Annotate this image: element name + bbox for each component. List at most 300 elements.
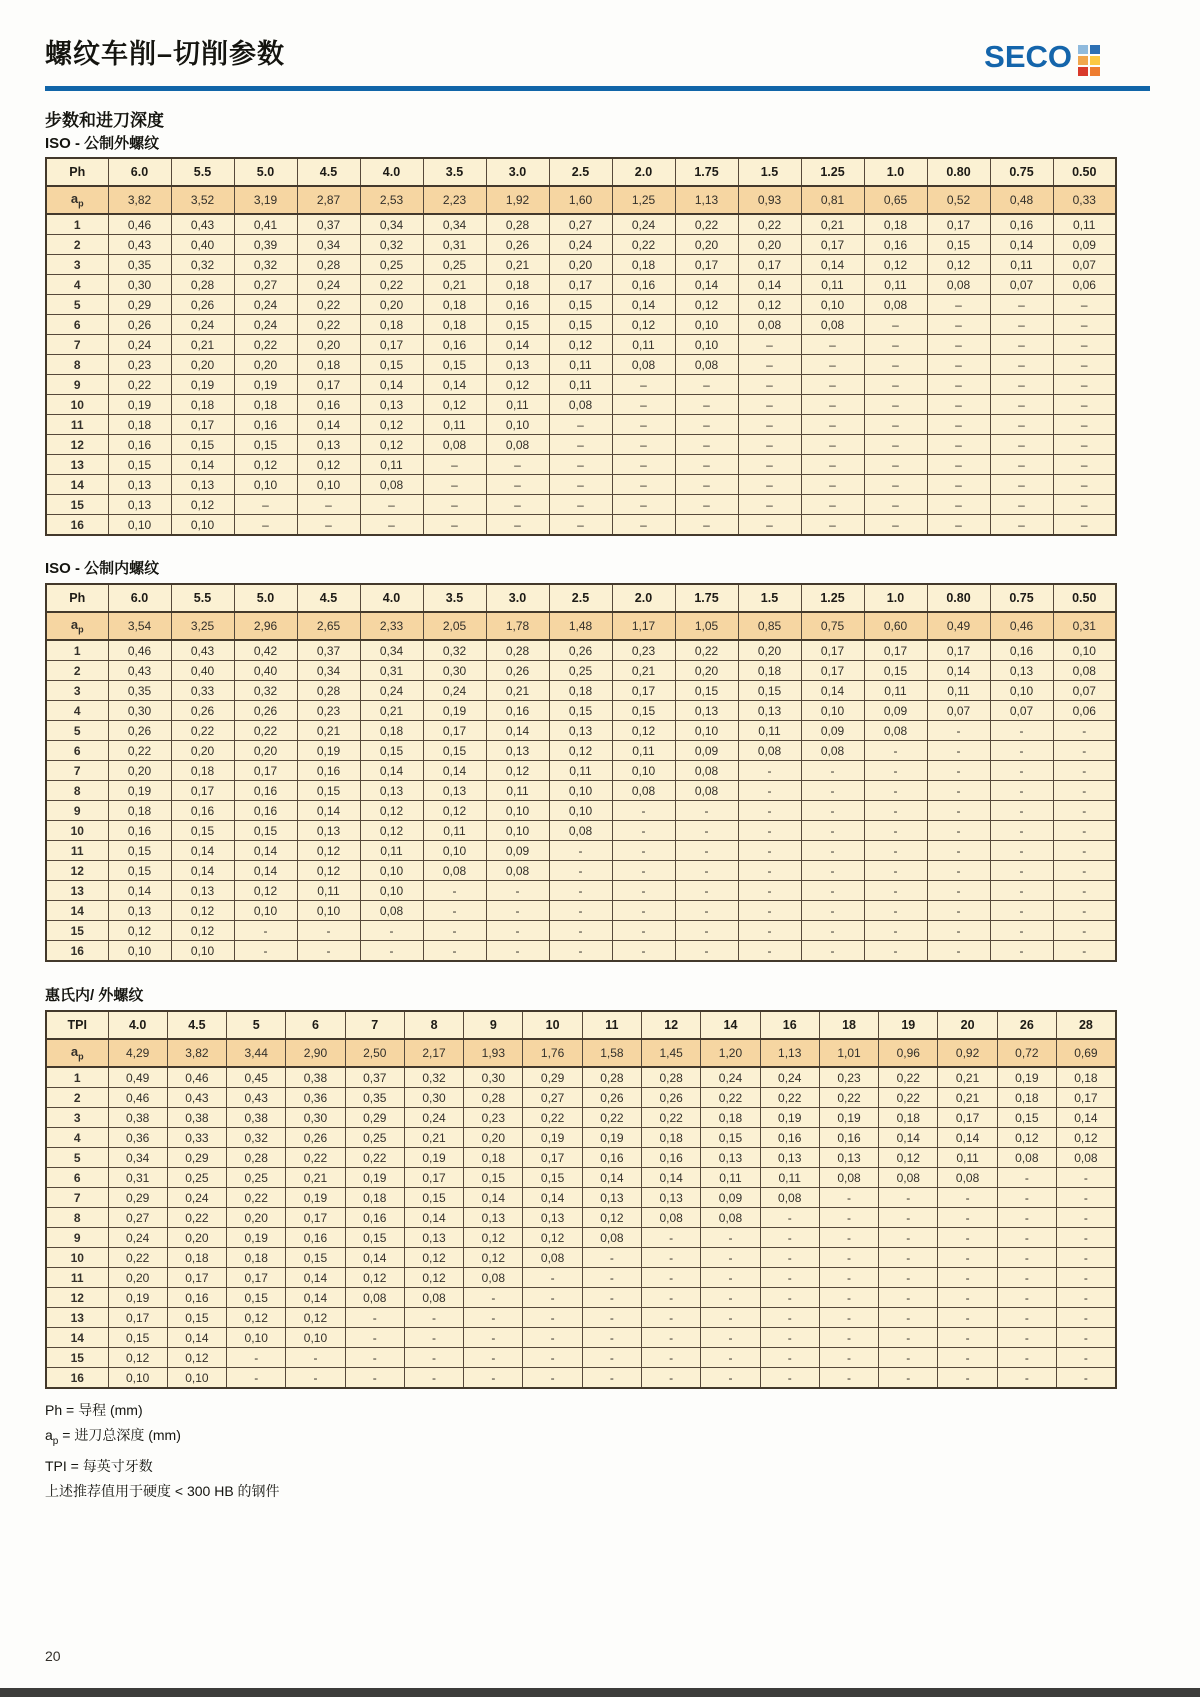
depth-value-cell: 0,11: [990, 255, 1053, 275]
depth-value-cell: -: [927, 921, 990, 941]
depth-value-cell: 0,16: [234, 415, 297, 435]
depth-value-cell: 0,12: [297, 861, 360, 881]
ap-row-label: $a_p$: [46, 186, 108, 214]
depth-value-cell: 0,18: [360, 721, 423, 741]
depth-value-cell: –: [1053, 355, 1116, 375]
step-number-cell: 15: [46, 495, 108, 515]
pitch-column-header: 0.75: [990, 584, 1053, 612]
depth-value-cell: 0,31: [108, 1168, 167, 1188]
depth-value-cell: 0,12: [464, 1248, 523, 1268]
depth-value-cell: 0,13: [423, 781, 486, 801]
depth-value-cell: 0,18: [227, 1248, 286, 1268]
depth-value-cell: 0,08: [549, 821, 612, 841]
depth-value-cell: 0,29: [108, 1188, 167, 1208]
depth-value-cell: 0,14: [486, 335, 549, 355]
depth-value-cell: –: [990, 475, 1053, 495]
depth-value-cell: 0,18: [360, 315, 423, 335]
depth-value-cell: 0,34: [360, 640, 423, 661]
pitch-column-header: 4.0: [360, 158, 423, 186]
depth-value-cell: –: [738, 515, 801, 536]
step-number-cell: 10: [46, 1248, 108, 1268]
depth-value-cell: 0,14: [523, 1188, 582, 1208]
logo-square-icon: [1090, 67, 1100, 76]
depth-value-cell: 0,08: [1053, 661, 1116, 681]
pitch-column-header: 0.75: [990, 158, 1053, 186]
depth-value-cell: -: [549, 841, 612, 861]
depth-value-cell: 0,16: [612, 275, 675, 295]
depth-value-cell: 0,19: [760, 1108, 819, 1128]
depth-value-cell: 0,12: [360, 801, 423, 821]
depth-value-cell: 0,24: [108, 1228, 167, 1248]
depth-value-cell: -: [1057, 1248, 1116, 1268]
depth-value-cell: 0,09: [1053, 235, 1116, 255]
depth-value-cell: 0,15: [108, 455, 171, 475]
depth-value-cell: 0,17: [927, 214, 990, 235]
table-row: [46, 295, 1116, 315]
header-divider: [45, 86, 1150, 91]
depth-value-cell: 0,36: [108, 1128, 167, 1148]
depth-value-cell: 0,17: [171, 781, 234, 801]
ap-value-cell: 1,92: [486, 186, 549, 214]
ap-value-cell: 0,46: [990, 612, 1053, 640]
depth-value-cell: 0,45: [227, 1067, 286, 1088]
depth-value-cell: 0,17: [675, 255, 738, 275]
table-row: [46, 1108, 1116, 1128]
depth-value-cell: –: [738, 435, 801, 455]
ap-value-cell: 0,96: [879, 1039, 938, 1067]
footnote-line: 上述推荐值用于硬度 < 300 HB 的钢件: [45, 1482, 280, 1499]
depth-value-cell: 0,22: [297, 295, 360, 315]
depth-value-cell: –: [234, 515, 297, 536]
depth-value-cell: 0,10: [297, 475, 360, 495]
depth-value-cell: 0,42: [234, 640, 297, 661]
depth-value-cell: -: [701, 1268, 760, 1288]
depth-value-cell: 0,13: [171, 881, 234, 901]
depth-value-cell: 0,13: [108, 475, 171, 495]
table-corner-label: Ph: [46, 158, 108, 186]
pitch-column-header: 19: [879, 1011, 938, 1039]
table-row: [46, 395, 1116, 415]
depth-value-cell: 0,11: [486, 781, 549, 801]
depth-value-cell: 0,21: [171, 335, 234, 355]
depth-value-cell: 0,08: [486, 435, 549, 455]
depth-value-cell: 0,20: [675, 661, 738, 681]
depth-value-cell: 0,10: [801, 701, 864, 721]
depth-value-cell: –: [612, 435, 675, 455]
depth-value-cell: –: [1053, 475, 1116, 495]
depth-value-cell: -: [701, 1308, 760, 1328]
depth-value-cell: -: [345, 1328, 404, 1348]
depth-value-cell: -: [819, 1188, 878, 1208]
table-corner-label: Ph: [46, 584, 108, 612]
table-row: [46, 801, 1116, 821]
bottom-bar: [0, 1688, 1200, 1697]
depth-value-cell: 0,14: [286, 1268, 345, 1288]
pitch-column-header: 2.0: [612, 584, 675, 612]
ap-value-cell: 1,01: [819, 1039, 878, 1067]
depth-value-cell: -: [864, 781, 927, 801]
depth-value-cell: –: [864, 355, 927, 375]
depth-value-cell: -: [997, 1328, 1056, 1348]
depth-value-cell: 0,13: [360, 781, 423, 801]
depth-value-cell: 0,21: [404, 1128, 463, 1148]
depth-value-cell: 0,16: [990, 640, 1053, 661]
step-number-cell: 11: [46, 841, 108, 861]
depth-value-cell: -: [612, 821, 675, 841]
depth-value-cell: 0,30: [404, 1088, 463, 1108]
depth-value-cell: 0,08: [612, 355, 675, 375]
depth-value-cell: 0,08: [864, 295, 927, 315]
pitch-column-header: 3.5: [423, 584, 486, 612]
depth-value-cell: 0,38: [108, 1108, 167, 1128]
depth-value-cell: –: [675, 455, 738, 475]
depth-value-cell: -: [760, 1208, 819, 1228]
depth-value-cell: –: [801, 515, 864, 536]
depth-value-cell: 0,11: [612, 741, 675, 761]
depth-value-cell: -: [879, 1208, 938, 1228]
depth-value-cell: 0,22: [642, 1108, 701, 1128]
depth-value-cell: 0,22: [167, 1208, 226, 1228]
depth-value-cell: 0,34: [360, 214, 423, 235]
pitch-column-header: 1.5: [738, 584, 801, 612]
depth-value-cell: 0,16: [167, 1288, 226, 1308]
table-row: [46, 255, 1116, 275]
depth-value-cell: –: [612, 455, 675, 475]
depth-value-cell: 0,12: [171, 495, 234, 515]
depth-value-cell: 0,08: [360, 901, 423, 921]
depth-value-cell: -: [997, 1208, 1056, 1228]
footnotes: [45, 1402, 280, 1508]
depth-value-cell: -: [801, 921, 864, 941]
depth-value-cell: 0,25: [167, 1168, 226, 1188]
pitch-column-header: 6.0: [108, 158, 171, 186]
depth-value-cell: 0,14: [360, 761, 423, 781]
depth-value-cell: 0,33: [167, 1128, 226, 1148]
step-number-cell: 4: [46, 275, 108, 295]
depth-value-cell: 0,14: [286, 1288, 345, 1308]
depth-value-cell: 0,46: [108, 214, 171, 235]
depth-value-cell: 0,25: [549, 661, 612, 681]
pitch-column-header: 26: [997, 1011, 1056, 1039]
depth-value-cell: –: [423, 515, 486, 536]
table-row: [46, 315, 1116, 335]
ap-row-label: $a_p$: [46, 612, 108, 640]
pitch-column-header: 1.0: [864, 584, 927, 612]
depth-value-cell: -: [612, 841, 675, 861]
depth-value-cell: -: [464, 1368, 523, 1389]
depth-value-cell: 0,14: [801, 255, 864, 275]
depth-value-cell: -: [990, 941, 1053, 962]
depth-value-cell: 0,32: [404, 1067, 463, 1088]
depth-value-cell: 0,08: [879, 1168, 938, 1188]
depth-value-cell: 0,11: [612, 335, 675, 355]
table-row: [46, 1348, 1116, 1368]
depth-value-cell: -: [927, 741, 990, 761]
depth-value-cell: -: [990, 781, 1053, 801]
ap-value-cell: 0,33: [1053, 186, 1116, 214]
depth-value-cell: 0,08: [801, 741, 864, 761]
depth-value-cell: 0,14: [234, 861, 297, 881]
depth-value-cell: 0,24: [701, 1067, 760, 1088]
depth-value-cell: 0,31: [423, 235, 486, 255]
step-number-cell: 16: [46, 941, 108, 962]
depth-value-cell: 0,16: [642, 1148, 701, 1168]
step-number-cell: 2: [46, 661, 108, 681]
ap-value-cell: 0,81: [801, 186, 864, 214]
depth-value-cell: 0,20: [171, 741, 234, 761]
depth-value-cell: 0,24: [234, 315, 297, 335]
depth-value-cell: 0,14: [990, 235, 1053, 255]
depth-value-cell: 0,11: [549, 761, 612, 781]
depth-value-cell: 0,38: [167, 1108, 226, 1128]
depth-value-cell: 0,36: [286, 1088, 345, 1108]
table-row: [46, 475, 1116, 495]
depth-value-cell: 0,32: [171, 255, 234, 275]
depth-value-cell: 0,10: [286, 1328, 345, 1348]
depth-value-cell: 0,30: [423, 661, 486, 681]
depth-value-cell: -: [864, 861, 927, 881]
whitworth-thread-table: [45, 1010, 1117, 1389]
depth-value-cell: –: [864, 395, 927, 415]
depth-value-cell: -: [423, 921, 486, 941]
depth-value-cell: –: [864, 435, 927, 455]
ap-value-cell: 2,90: [286, 1039, 345, 1067]
depth-value-cell: 0,19: [171, 375, 234, 395]
depth-value-cell: 0,08: [404, 1288, 463, 1308]
depth-value-cell: 0,14: [801, 681, 864, 701]
ap-value-cell: 1,13: [675, 186, 738, 214]
iso-internal-table-wrap: [45, 583, 1115, 962]
depth-value-cell: 0,30: [108, 701, 171, 721]
depth-value-cell: -: [864, 761, 927, 781]
ap-value-cell: 2,96: [234, 612, 297, 640]
depth-value-cell: 0,17: [612, 681, 675, 701]
depth-value-cell: 0,13: [486, 741, 549, 761]
depth-value-cell: 0,14: [234, 841, 297, 861]
depth-value-cell: 0,46: [108, 640, 171, 661]
depth-value-cell: -: [760, 1228, 819, 1248]
step-number-cell: 9: [46, 801, 108, 821]
depth-value-cell: 0,08: [760, 1188, 819, 1208]
depth-value-cell: 0,18: [997, 1088, 1056, 1108]
depth-value-cell: –: [675, 395, 738, 415]
depth-value-cell: -: [879, 1348, 938, 1368]
depth-value-cell: -: [990, 741, 1053, 761]
depth-value-cell: 0,35: [108, 255, 171, 275]
depth-value-cell: -: [523, 1268, 582, 1288]
depth-value-cell: 0,12: [486, 375, 549, 395]
depth-value-cell: 0,08: [938, 1168, 997, 1188]
depth-value-cell: 0,10: [549, 781, 612, 801]
depth-value-cell: -: [612, 801, 675, 821]
depth-value-cell: 0,20: [234, 741, 297, 761]
depth-value-cell: –: [738, 355, 801, 375]
depth-value-cell: 0,22: [345, 1148, 404, 1168]
depth-value-cell: 0,11: [738, 721, 801, 741]
pitch-column-header: 4.5: [297, 158, 360, 186]
depth-value-cell: -: [819, 1288, 878, 1308]
depth-value-cell: 0,14: [360, 375, 423, 395]
depth-value-cell: 0,18: [549, 681, 612, 701]
depth-value-cell: 0,14: [642, 1168, 701, 1188]
step-number-cell: 14: [46, 1328, 108, 1348]
depth-value-cell: 0,08: [423, 861, 486, 881]
depth-value-cell: -: [738, 761, 801, 781]
depth-value-cell: 0,28: [486, 214, 549, 235]
depth-value-cell: 0,19: [108, 395, 171, 415]
logo-square-icon: [1078, 56, 1088, 65]
depth-value-cell: 0,15: [227, 1288, 286, 1308]
depth-value-cell: 0,20: [234, 355, 297, 375]
depth-value-cell: –: [612, 515, 675, 536]
depth-value-cell: 0,12: [345, 1268, 404, 1288]
depth-value-cell: 0,18: [642, 1128, 701, 1148]
ap-value-cell: 3,19: [234, 186, 297, 214]
depth-value-cell: 0,26: [171, 701, 234, 721]
depth-value-cell: 0,08: [582, 1228, 641, 1248]
seco-logo-text: SECO: [984, 39, 1072, 74]
depth-value-cell: 0,20: [297, 335, 360, 355]
table-row: [46, 721, 1116, 741]
depth-value-cell: -: [990, 901, 1053, 921]
depth-value-cell: -: [738, 941, 801, 962]
depth-value-cell: 0,35: [108, 681, 171, 701]
pitch-column-header: 0.50: [1053, 584, 1116, 612]
depth-value-cell: –: [990, 395, 1053, 415]
depth-value-cell: -: [286, 1348, 345, 1368]
depth-value-cell: -: [464, 1308, 523, 1328]
table-row: [46, 1067, 1116, 1088]
depth-value-cell: 0,20: [108, 761, 171, 781]
depth-value-cell: 0,15: [864, 661, 927, 681]
depth-value-cell: 0,11: [801, 275, 864, 295]
depth-value-cell: -: [738, 901, 801, 921]
depth-value-cell: 0,46: [167, 1067, 226, 1088]
pitch-column-header: 5: [227, 1011, 286, 1039]
table-row: [46, 661, 1116, 681]
depth-value-cell: –: [360, 515, 423, 536]
depth-value-cell: –: [423, 455, 486, 475]
pitch-column-header: 1.75: [675, 584, 738, 612]
depth-value-cell: -: [1057, 1228, 1116, 1248]
table-row: [46, 495, 1116, 515]
table-row: [46, 235, 1116, 255]
step-number-cell: 16: [46, 1368, 108, 1389]
depth-value-cell: 0,16: [760, 1128, 819, 1148]
table-row: [46, 1128, 1116, 1148]
depth-value-cell: –: [927, 375, 990, 395]
depth-value-cell: 0,12: [234, 455, 297, 475]
depth-value-cell: -: [938, 1308, 997, 1328]
depth-value-cell: 0,18: [108, 415, 171, 435]
depth-value-cell: -: [582, 1348, 641, 1368]
ap-value-cell: 1,05: [675, 612, 738, 640]
depth-value-cell: 0,26: [234, 701, 297, 721]
depth-value-cell: 0,13: [297, 435, 360, 455]
depth-value-cell: 0,12: [464, 1228, 523, 1248]
pitch-column-header: 1.25: [801, 158, 864, 186]
depth-value-cell: 0,11: [360, 841, 423, 861]
depth-value-cell: -: [642, 1348, 701, 1368]
depth-value-cell: –: [801, 495, 864, 515]
depth-value-cell: -: [879, 1288, 938, 1308]
depth-value-cell: –: [1053, 375, 1116, 395]
depth-value-cell: 0,17: [227, 1268, 286, 1288]
iso-external-thread-table: [45, 157, 1117, 536]
depth-value-cell: -: [801, 821, 864, 841]
depth-value-cell: 0,22: [360, 275, 423, 295]
depth-value-cell: -: [997, 1268, 1056, 1288]
depth-value-cell: -: [582, 1368, 641, 1389]
depth-value-cell: -: [227, 1348, 286, 1368]
depth-value-cell: 0,10: [360, 881, 423, 901]
depth-value-cell: 0,13: [108, 901, 171, 921]
depth-value-cell: 0,18: [297, 355, 360, 375]
depth-value-cell: 0,17: [523, 1148, 582, 1168]
depth-value-cell: 0,19: [286, 1188, 345, 1208]
depth-value-cell: 0,08: [738, 741, 801, 761]
section-title: 步数和进刀深度: [45, 111, 164, 130]
pitch-column-header: 0.80: [927, 584, 990, 612]
ap-value-cell: 1,60: [549, 186, 612, 214]
depth-value-cell: 0,14: [582, 1168, 641, 1188]
depth-value-cell: 0,18: [345, 1188, 404, 1208]
depth-value-cell: -: [486, 921, 549, 941]
pitch-column-header: 10: [523, 1011, 582, 1039]
ap-value-cell: 3,82: [167, 1039, 226, 1067]
depth-value-cell: –: [234, 495, 297, 515]
step-number-cell: 1: [46, 640, 108, 661]
depth-value-cell: -: [879, 1328, 938, 1348]
depth-value-cell: 0,19: [997, 1067, 1056, 1088]
depth-value-cell: -: [927, 761, 990, 781]
depth-value-cell: 0,19: [819, 1108, 878, 1128]
depth-value-cell: 0,24: [234, 295, 297, 315]
pitch-column-header: 18: [819, 1011, 878, 1039]
depth-value-cell: 0,31: [360, 661, 423, 681]
depth-value-cell: -: [582, 1308, 641, 1328]
table-row: [46, 275, 1116, 295]
depth-value-cell: 0,11: [927, 681, 990, 701]
depth-value-cell: 0,21: [612, 661, 675, 681]
step-number-cell: 6: [46, 315, 108, 335]
table-row: [46, 355, 1116, 375]
depth-value-cell: 0,10: [675, 721, 738, 741]
table-row: [46, 1148, 1116, 1168]
ap-value-cell: 0,72: [997, 1039, 1056, 1067]
depth-value-cell: 0,10: [423, 841, 486, 861]
depth-value-cell: 0,26: [486, 661, 549, 681]
depth-value-cell: 0,18: [879, 1108, 938, 1128]
depth-value-cell: –: [675, 435, 738, 455]
depth-value-cell: 0,12: [108, 1348, 167, 1368]
depth-value-cell: -: [938, 1228, 997, 1248]
depth-value-cell: –: [1053, 315, 1116, 335]
depth-value-cell: -: [997, 1228, 1056, 1248]
depth-value-cell: 0,12: [1057, 1128, 1116, 1148]
step-number-cell: 14: [46, 901, 108, 921]
depth-value-cell: 0,10: [675, 335, 738, 355]
depth-value-cell: -: [927, 801, 990, 821]
depth-value-cell: –: [801, 395, 864, 415]
depth-value-cell: –: [675, 375, 738, 395]
depth-value-cell: 0,38: [286, 1067, 345, 1088]
depth-value-cell: 0,43: [171, 214, 234, 235]
depth-value-cell: 0,17: [404, 1168, 463, 1188]
depth-value-cell: 0,21: [486, 681, 549, 701]
depth-value-cell: 0,15: [464, 1168, 523, 1188]
depth-value-cell: 0,08: [675, 761, 738, 781]
